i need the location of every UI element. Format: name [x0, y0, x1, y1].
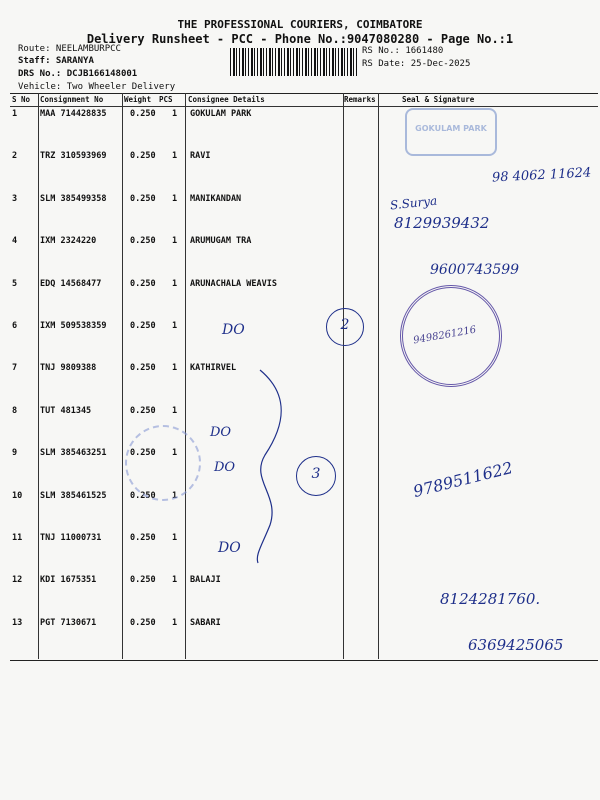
pcs-cell: 1: [172, 236, 178, 247]
do-mark: DO: [210, 425, 232, 440]
header-pcs: PCS: [159, 95, 173, 104]
consignment-cell: TUT 481345: [40, 405, 92, 416]
table-row: [0, 194, 600, 236]
consignment-cell: SLM 385499358: [40, 193, 107, 204]
route-label: Route: NEELAMBURPCC: [18, 44, 121, 54]
handwritten-phone-row12: 8124281760.: [440, 590, 541, 608]
vehicle-label: Vehicle: Two Wheeler Delivery: [18, 82, 176, 92]
consignee-cell: ARUNACHALA WEAVIS: [190, 278, 277, 289]
consignment-cell: IXM 509538359: [40, 321, 107, 331]
handwritten-phone-row10: 9789511622: [411, 457, 515, 502]
consignee-cell: MANIKANDAN: [190, 193, 242, 204]
table-row: [0, 533, 600, 575]
seal-phone-text: 9498261216: [412, 324, 478, 347]
handwritten-phone-row13: 6369425065: [468, 636, 564, 654]
do-mark: DO: [218, 540, 241, 556]
pcs-cell: 1: [172, 363, 178, 374]
staff-label: Staff: SARANYA: [18, 56, 94, 66]
header-sno: S No: [12, 95, 31, 104]
weight-cell: 0.250: [130, 363, 156, 374]
weight-cell: 0.250: [130, 448, 156, 459]
sno-cell: 2: [12, 151, 18, 162]
consignee-cell: RAVI: [190, 151, 211, 162]
rs-number: RS No.: 1661480: [362, 46, 444, 56]
consignee-cell: KATHIRVEL: [190, 363, 237, 374]
header-consignee: Consignee Details: [188, 95, 265, 104]
consignee-cell: SABARI: [190, 617, 221, 628]
table-row: [0, 363, 600, 405]
pcs-cell: 1: [172, 278, 178, 289]
faded-seal-row9: [125, 425, 201, 501]
round-seal-row6: [400, 285, 502, 387]
sno-cell: 10: [12, 490, 23, 501]
weight-cell: 0.250: [130, 109, 156, 119]
sno-cell: 13: [12, 617, 23, 628]
table-row: [0, 321, 600, 363]
header-weight: Weight: [124, 95, 152, 104]
consignment-cell: IXM 2324220: [40, 236, 97, 247]
weight-cell: 0.250: [130, 151, 156, 162]
pcs-cell: 1: [172, 109, 178, 119]
weight-cell: 0.250: [130, 236, 156, 247]
pcs-cell: 1: [172, 617, 178, 628]
consignment-cell: PGT 7130671: [40, 617, 97, 628]
sno-cell: 9: [12, 448, 18, 459]
table-row: [0, 406, 600, 448]
consignment-cell: SLM 385463251: [40, 448, 107, 459]
sno-cell: 11: [12, 533, 23, 543]
table-row: [0, 109, 600, 151]
sno-cell: 7: [12, 363, 18, 374]
sno-cell: 3: [12, 193, 18, 204]
consignment-cell: KDI 1675351: [40, 575, 97, 586]
weight-cell: 0.250: [130, 575, 156, 586]
page-subtitle: Delivery Runsheet - PCC - Phone No.:9047080280 - Page No.:1: [86, 32, 514, 46]
handwritten-name-row3: S.Surya: [389, 193, 438, 213]
do-mark: DO: [214, 460, 236, 475]
header-divider: [10, 106, 598, 107]
circled-number-row9: 3: [296, 456, 336, 496]
brace-scribble: [230, 365, 300, 565]
header-remarks: Remarks: [344, 95, 376, 104]
consignment-cell: MAA 714428835: [40, 109, 107, 119]
sno-cell: 4: [12, 236, 18, 247]
weight-cell: 0.250: [130, 321, 156, 331]
consignee-cell: ARUMUGAM TRA: [190, 236, 252, 247]
pcs-cell: 1: [172, 405, 178, 416]
header-consignment: Consignment No: [40, 95, 104, 104]
pcs-cell: 1: [172, 575, 178, 586]
consignment-cell: EDQ 14568477: [40, 278, 102, 289]
drs-label: DRS No.: DCJB166148001: [18, 69, 138, 79]
sno-cell: 12: [12, 575, 23, 586]
barcode: [230, 48, 358, 76]
consignee-cell: BALAJI: [190, 575, 221, 586]
handwritten-phone-row3: 8129939432: [394, 214, 490, 232]
page-title: THE PROFESSIONAL COURIERS, COIMBATORE: [177, 18, 423, 31]
pcs-cell: 1: [172, 448, 178, 459]
weight-cell: 0.250: [130, 617, 156, 628]
sno-cell: 6: [12, 321, 18, 331]
weight-cell: 0.250: [130, 490, 156, 501]
consignment-cell: SLM 385461525: [40, 490, 107, 501]
rs-date: RS Date: 25-Dec-2025: [362, 59, 471, 69]
sno-cell: 8: [12, 405, 18, 416]
consignee-cell: GOKULAM PARK: [190, 109, 252, 119]
weight-cell: 0.250: [130, 533, 156, 543]
consignment-cell: TNJ 9809388: [40, 363, 97, 374]
circled-number-row6: 2: [326, 308, 364, 346]
table-row: [0, 279, 600, 321]
pcs-cell: 1: [172, 533, 178, 543]
gokulam-stamp: [405, 108, 497, 156]
pcs-cell: 1: [172, 151, 178, 162]
weight-cell: 0.250: [130, 405, 156, 416]
pcs-cell: 1: [172, 321, 178, 331]
weight-cell: 0.250: [130, 193, 156, 204]
sno-cell: 5: [12, 278, 18, 289]
consignment-cell: TRZ 310593969: [40, 151, 107, 162]
header-seal-signature: Seal & Signature: [402, 95, 475, 104]
consignment-cell: TNJ 11000731: [40, 533, 102, 543]
pcs-cell: 1: [172, 490, 178, 501]
pcs-cell: 1: [172, 193, 178, 204]
do-mark: DO: [222, 322, 245, 338]
gokulam-stamp-text: GOKULAM PARK: [415, 124, 487, 133]
handwritten-phone-row4: 9600743599: [430, 262, 520, 278]
table-row: [0, 491, 600, 533]
sno-cell: 1: [12, 109, 18, 119]
handwritten-phone-row2: 98 4062 11624: [491, 165, 592, 186]
weight-cell: 0.250: [130, 278, 156, 289]
